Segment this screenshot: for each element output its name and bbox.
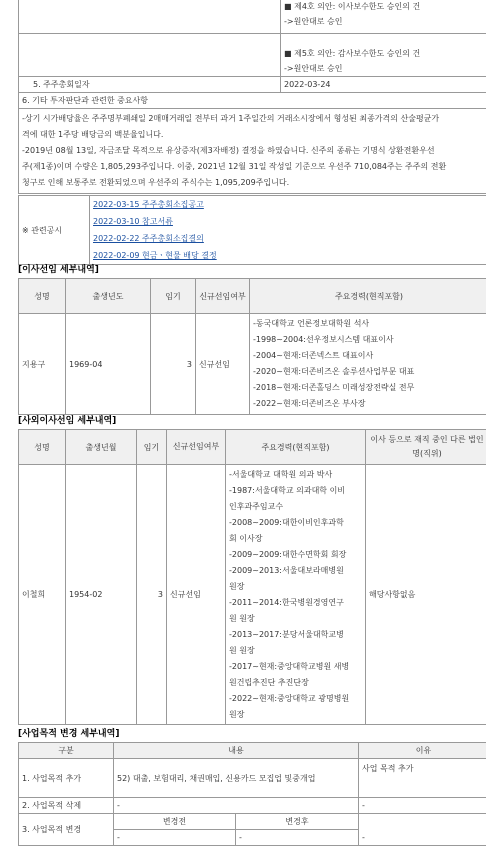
agenda-result-4: ->원안대로 승인 — [284, 17, 343, 26]
purpose-before-value: - — [114, 830, 236, 846]
related-link-reference[interactable]: 2022-03-10 참고서류 — [93, 217, 173, 226]
other-matters-title: 6. 기타 투자판단과 관련한 중요사항 — [19, 93, 486, 109]
director-name: 지용구 — [19, 314, 66, 415]
outside-header-birth: 출생년월 — [66, 430, 137, 465]
purpose-add-content: 52) 대출, 보험대리, 채권매입, 신용카드 모집업 및중개업 — [114, 759, 359, 798]
outside-director-new: 신규선임 — [167, 465, 226, 725]
career-line: 원장 — [229, 581, 245, 591]
career-line: -2008~2009:대한이비인후과학 — [229, 517, 344, 527]
outside-director-birth: 1954-02 — [66, 465, 137, 725]
career-line: -서울대학교 대학원 의과 박사 — [229, 469, 333, 479]
directors-header-career: 주요경력(현직포함) — [250, 279, 486, 314]
other-text-line: -상기 시가배당율은 주주명부폐쇄일 2매매거래일 전부터 과거 1주일간의 거래소시장에서 형성된 최종가격의 산술평균가 — [22, 114, 440, 123]
purpose-section-title: [사업목적 변경 세부내역] — [18, 729, 120, 739]
directors-header-term: 임기 — [151, 279, 196, 314]
director-term: 3 — [151, 314, 196, 415]
purpose-delete-content: - — [114, 798, 359, 814]
career-line: -2009~2013:서울대보라매병원 — [229, 565, 344, 575]
other-text-line: 주(제1종)이며 수량은 1,805,293주입니다. 이중, 2021년 12월 31일 작성일 기준으로 우선주 710,084주는 주주의 전환 — [22, 162, 447, 171]
career-line: -2020~현재:더존비즈온 솔루션사업부문 대표 — [253, 367, 415, 376]
career-line: -2013~2017:분당서울대학교병 — [229, 629, 344, 639]
agenda-cell-4 — [281, 0, 486, 34]
outside-director-term: 3 — [137, 465, 167, 725]
career-line: -1987:서울대학교 의과대학 이비 — [229, 485, 346, 495]
director-career — [250, 314, 486, 415]
agenda-item-5: ■ 제5호 의안: 감사보수한도 승인의 건 — [284, 49, 421, 58]
purpose-change-label: 3. 사업목적 변경 — [19, 814, 114, 846]
directors-table — [18, 278, 486, 415]
outside-header-term: 임기 — [137, 430, 167, 465]
purpose-header-type: 구분 — [19, 743, 114, 759]
outside-directors-table — [18, 429, 486, 725]
outside-director-name: 이철희 — [19, 465, 66, 725]
summary-table — [18, 0, 486, 194]
career-line: 원 원장 — [229, 613, 255, 623]
career-line: 원장 — [229, 709, 245, 719]
career-line: -2009~2009:대한수면학회 회장 — [229, 549, 347, 559]
outside-header-new: 신규선임여부 — [167, 430, 226, 465]
related-disclosure-links — [90, 196, 486, 265]
career-line: 인후과주임교수 — [229, 501, 284, 511]
other-text-line: -2019년 08월 13일, 자금조달 목적으로 유상증자(제3자배정) 결정을 하였습니다. 신주의 종류는 기명식 상환전환우선 — [22, 146, 435, 155]
directors-header-new: 신규선임여부 — [196, 279, 250, 314]
other-matters-text — [19, 109, 486, 194]
meeting-date-label: 5. 주주총회일자 — [19, 77, 281, 93]
related-link-dividend[interactable]: 2022-02-09 현금ㆍ현물 배당 결정 — [93, 251, 217, 260]
career-line: 원 원장 — [229, 645, 255, 655]
director-birth: 1969-04 — [66, 314, 151, 415]
purpose-header-content: 내용 — [114, 743, 359, 759]
purpose-before-label: 변경전 — [114, 814, 236, 830]
outside-header-name: 성명 — [19, 430, 66, 465]
purpose-delete-reason: - — [359, 798, 486, 814]
purpose-after-value: - — [236, 830, 359, 846]
meeting-date-value: 2022-03-24 — [281, 77, 486, 93]
outside-header-other: 이사 등으로 재직 중인 다른 법인명(직위) — [366, 430, 486, 465]
career-line: -2017~현재:중앙대학교병원 새병 — [229, 661, 350, 671]
directors-header-name: 성명 — [19, 279, 66, 314]
other-text-line: 격에 대한 1주당 배당금의 백분율입니다. — [22, 130, 164, 139]
director-new: 신규선임 — [196, 314, 250, 415]
agenda-blank-cell — [19, 0, 281, 34]
other-text-line: 청구로 인해 보통주로 전환되었으며 우선주의 주식수는 1,095,209주입니다. — [22, 178, 290, 187]
purpose-add-reason: 사업 목적 추가 — [359, 759, 486, 798]
career-line: -2018~현재:더존홀딩스 미래성장전략실 전무 — [253, 383, 415, 392]
related-link-resolution[interactable]: 2022-02-22 주주총회소집결의 — [93, 234, 204, 243]
directors-header-birth: 출생년도 — [66, 279, 151, 314]
related-link-notice[interactable]: 2022-03-15 주주총회소집공고 — [93, 200, 204, 209]
purpose-add-label: 1. 사업목적 추가 — [19, 759, 114, 798]
outside-directors-section-title: [사외이사선임 세부내역] — [18, 416, 117, 426]
career-line: -2011~2014:한국병원경영연구 — [229, 597, 344, 607]
career-line: -2004~현재:더존넥스트 대표이사 — [253, 351, 374, 360]
career-line: -2022~현재:중앙대학교 광명병원 — [229, 693, 350, 703]
agenda-cell-5 — [281, 34, 486, 77]
related-disclosure-table — [18, 195, 486, 265]
purpose-after-label: 변경후 — [236, 814, 359, 830]
outside-director-career — [226, 465, 366, 725]
career-line: -동국대학교 언론정보대학원 석사 — [253, 319, 370, 328]
purpose-delete-label: 2. 사업목적 삭제 — [19, 798, 114, 814]
agenda-item-4: ■ 제4호 의안: 이사보수한도 승인의 건 — [284, 2, 421, 11]
purpose-change-reason: - — [359, 814, 486, 846]
directors-section-title: [이사선임 세부내역] — [18, 265, 99, 275]
outside-director-other: 해당사항없음 — [366, 465, 486, 725]
related-disclosure-label: ※ 관련공시 — [19, 196, 90, 265]
career-line: 회 이사장 — [229, 533, 263, 543]
career-line: 원건립추진단 추진단장 — [229, 677, 309, 687]
purpose-table — [18, 742, 486, 846]
career-line: -2022~현재:더존비즈온 부사장 — [253, 399, 366, 408]
career-line: -1998~2004:선우정보시스템 대표이사 — [253, 335, 394, 344]
agenda-blank-cell — [19, 34, 281, 77]
outside-header-career: 주요경력(현직포함) — [226, 430, 366, 465]
purpose-header-reason: 이유 — [359, 743, 486, 759]
agenda-result-5: ->원안대로 승인 — [284, 64, 343, 73]
